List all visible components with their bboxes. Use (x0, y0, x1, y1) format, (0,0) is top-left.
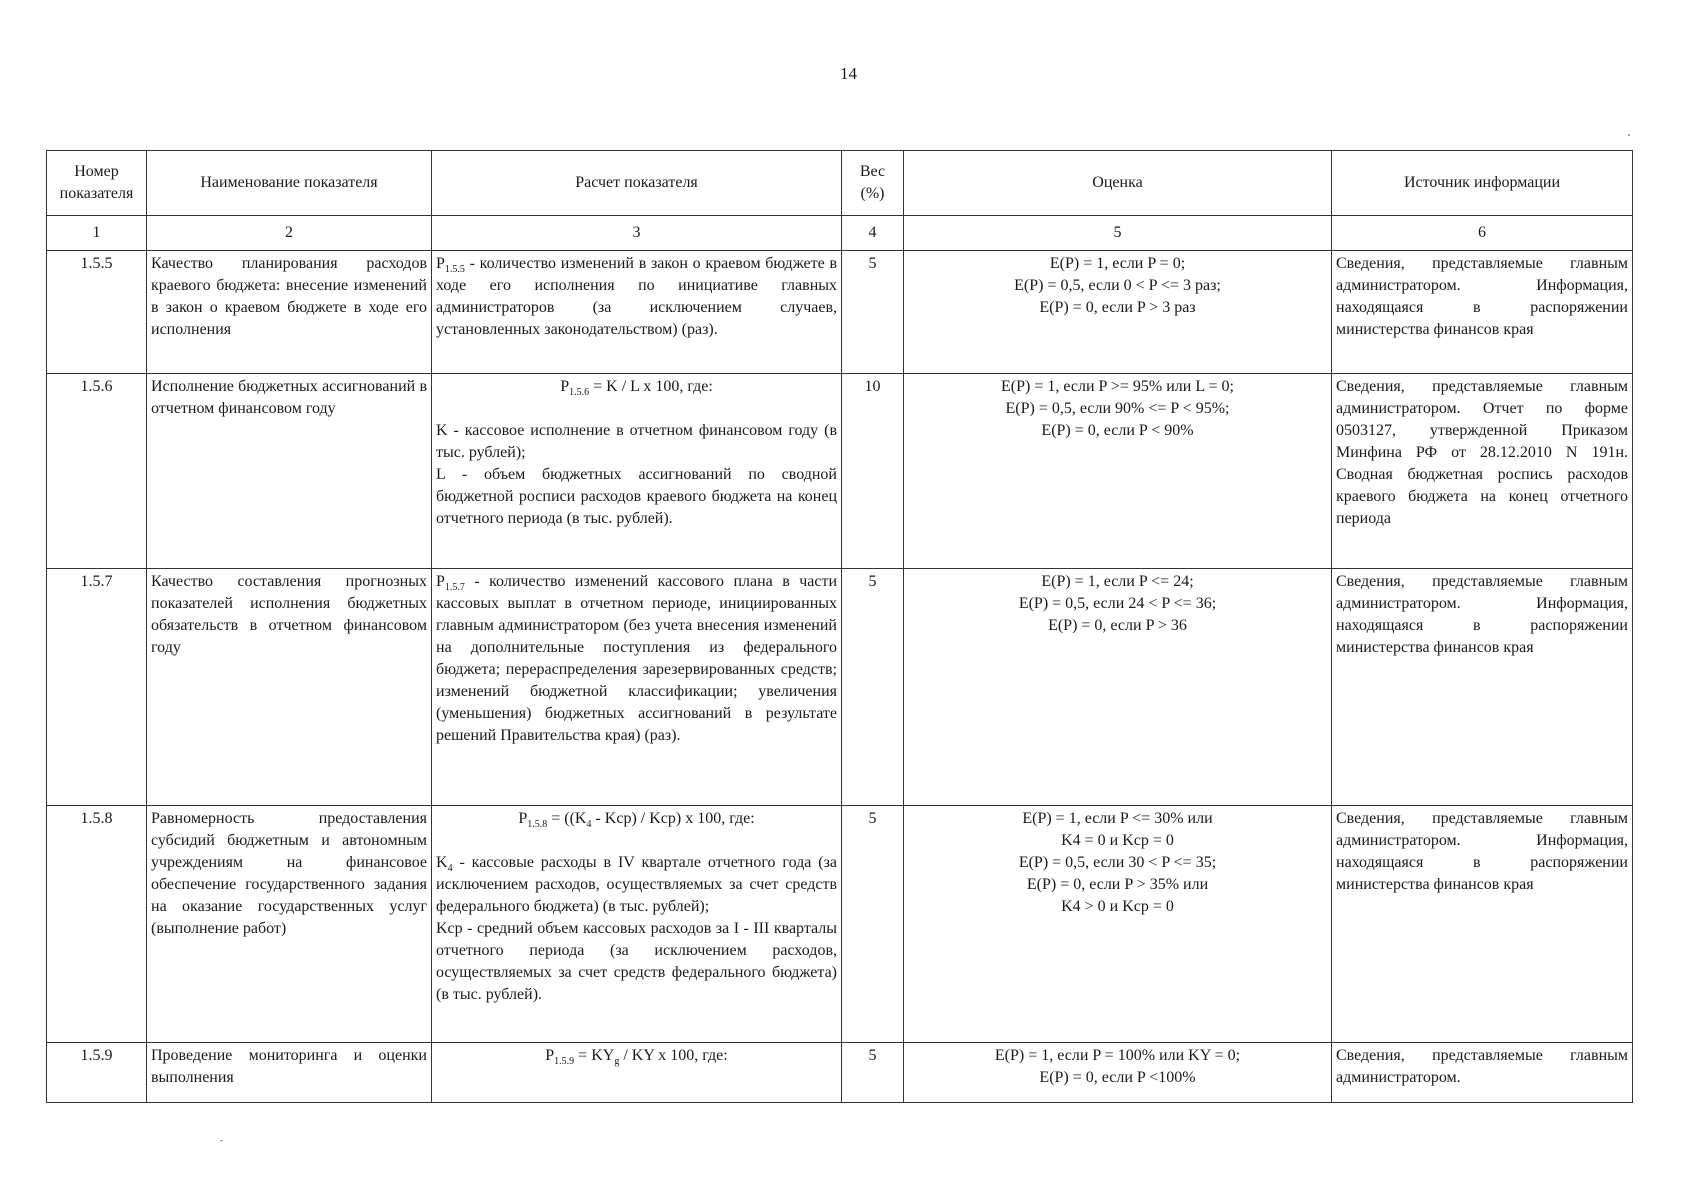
indicator-number: 1.5.8 (47, 806, 147, 1043)
indicator-evaluation (904, 1043, 1332, 1103)
indicator-calculation (432, 806, 842, 1043)
eval-line: E(P) = 1, если P <= 30% или (1022, 810, 1213, 827)
page-number: 14 (840, 64, 857, 83)
indicators-table (46, 150, 1633, 1103)
indicator-weight: 5 (842, 806, 904, 1043)
indicator-source: Сведения, представляемые главным администратором. Отчет по форме 0503127, утвержденной Приказом Минфина РФ от 28.12.2010 N 191н. Сводная бюджетная роспись расходов краевого бюджета на конец отчетного периода (1332, 374, 1633, 569)
indicator-name: Равномерность предоставления субсидий бюджетным и автономным учреждениям на финансовое обеспечение государственного задания на оказание государственных услуг (выполнение работ) (147, 806, 432, 1043)
column-number-row (47, 216, 1633, 251)
eval-line: E(P) = 0, если P > 36 (1048, 617, 1187, 634)
column-number: 3 (432, 216, 842, 251)
k4-symbol: K (436, 854, 448, 871)
eval-line: E(P) = 0, если P > 3 раз (1039, 299, 1196, 316)
table-row (47, 806, 1633, 1043)
indicator-number: 1.5.5 (47, 251, 147, 374)
eval-line: E(P) = 0,5, если 30 < P <= 35; (1018, 854, 1217, 871)
header-number-line1: Номер (74, 163, 119, 180)
formula-subscript: g (614, 1056, 620, 1068)
indicator-number: 1.5.9 (47, 1043, 147, 1103)
formula-subscript: 1.5.9 (554, 1056, 575, 1068)
indicator-source: Сведения, представляемые главным администратором. Информация, находящаяся в распоряжении министерства финансов края (1332, 806, 1633, 1043)
indicator-evaluation (904, 251, 1332, 374)
formula-rest: = K / L x 100, где: (589, 378, 713, 395)
indicator-name: Качество планирования расходов краевого бюджета: внесение изменений в закон о краевом бюджете в ходе его исполнения (147, 251, 432, 374)
indicator-calculation (432, 251, 842, 374)
column-number: 6 (1332, 216, 1633, 251)
header-calculation: Расчет показателя (432, 151, 842, 216)
column-number: 4 (842, 216, 904, 251)
indicator-name: Проведение мониторинга и оценки выполнения (147, 1043, 432, 1103)
table-row (47, 251, 1633, 374)
formula-p: P (436, 573, 445, 590)
eval-line: E(P) = 0,5, если 24 < P <= 36; (1018, 595, 1217, 612)
header-source: Источник информации (1332, 151, 1633, 216)
header-weight-line2: (%) (860, 185, 885, 202)
indicator-calculation (432, 1043, 842, 1103)
formula-subscript: 4 (586, 819, 592, 831)
k4-text: - кассовые расходы в IV квартале отчетного года (за исключением расходов, осуществляемых за счет средств федерального бюджета) (в тыс. рублей); (436, 854, 837, 915)
scan-speck (1628, 134, 1630, 136)
formula-subscript: 1.5.7 (444, 582, 465, 594)
table-row (47, 1043, 1633, 1103)
formula-rest: / KY x 100, где: (619, 1047, 728, 1064)
formula-p: P (545, 1047, 555, 1064)
indicator-source: Сведения, представляемые главным администратором. Информация, находящаяся в распоряжении министерства финансов края (1332, 251, 1633, 374)
indicator-weight: 10 (842, 374, 904, 569)
calc-formula (436, 808, 837, 830)
indicator-evaluation (904, 806, 1332, 1043)
formula-p: P (436, 255, 445, 272)
indicator-weight: 5 (842, 1043, 904, 1103)
calc-formula (436, 376, 837, 398)
indicator-number: 1.5.6 (47, 374, 147, 569)
eval-line: E(P) = 0,5, если 90% <= P < 95%; (1005, 400, 1230, 417)
indicator-evaluation (904, 569, 1332, 806)
eval-line: K4 = 0 и Kср = 0 (1061, 832, 1174, 849)
formula-rest: = ((K (547, 810, 587, 827)
calc-line: L - объем бюджетных ассигнований по сводной бюджетной росписи расходов краевого бюджета на конец отчетного периода (в тыс. рублей). (436, 466, 837, 527)
header-weight (842, 151, 904, 216)
eval-line: E(P) = 0, если P > 35% или (1026, 876, 1209, 893)
eval-line: E(P) = 1, если P = 100% или KY = 0; (994, 1047, 1241, 1064)
column-number: 5 (904, 216, 1332, 251)
formula-p: P (518, 810, 528, 827)
formula-subscript: 1.5.8 (527, 819, 548, 831)
eval-line: E(P) = 1, если P = 0; (1049, 255, 1186, 272)
header-weight-line1: Вес (859, 163, 886, 180)
table-header-row (47, 151, 1633, 216)
calc-line (436, 852, 837, 918)
calc-text: - количество изменений в закон о краевом бюджете в ходе его исполнения по инициативе главных администраторов (за исключением случаев, установленных законодательством) (раз). (436, 255, 837, 338)
table-row (47, 569, 1633, 806)
formula-subscript: 1.5.5 (444, 264, 465, 276)
table-row (47, 374, 1633, 569)
header-number-line2: показателя (59, 185, 134, 202)
indicator-weight: 5 (842, 569, 904, 806)
indicator-source: Сведения, представляемые главным администратором. (1332, 1043, 1633, 1103)
indicator-name: Исполнение бюджетных ассигнований в отчетном финансовом году (147, 374, 432, 569)
eval-line: E(P) = 0, если P < 90% (1041, 422, 1194, 439)
calc-formula (436, 1045, 837, 1067)
calc-line: Kср - средний объем кассовых расходов за I - III кварталы отчетного периода (за исключением расходов, осуществляемых за счет средств федерального бюджета) (в тыс. рублей). (436, 920, 837, 1003)
eval-line: E(P) = 1, если P >= 95% или L = 0; (1001, 378, 1234, 395)
calc-line: K - кассовое исполнение в отчетном финансовом году (в тыс. рублей); (436, 422, 837, 461)
header-evaluation: Оценка (904, 151, 1332, 216)
header-name: Наименование показателя (147, 151, 432, 216)
scan-speck (220, 1140, 223, 1141)
formula-rest: = KY (574, 1047, 615, 1064)
column-number: 2 (147, 216, 432, 251)
indicator-name: Качество составления прогнозных показателей исполнения бюджетных обязательств в отчетном финансовом году (147, 569, 432, 806)
column-number: 1 (47, 216, 147, 251)
formula-p: P (560, 378, 570, 395)
indicator-evaluation (904, 374, 1332, 569)
eval-line: E(P) = 0, если P <100% (1039, 1069, 1196, 1086)
indicator-source: Сведения, представляемые главным администратором. Информация, находящаяся в распоряжении министерства финансов края (1332, 569, 1633, 806)
header-number (47, 151, 147, 216)
formula-subscript: 1.5.6 (569, 387, 590, 399)
eval-line: E(P) = 0,5, если 0 < P <= 3 раз; (1014, 277, 1221, 294)
indicator-weight: 5 (842, 251, 904, 374)
formula-subscript: 4 (447, 863, 453, 875)
eval-line: K4 > 0 и Kср = 0 (1061, 898, 1174, 915)
formula-rest: - Kср) / Kср) x 100, где: (591, 810, 755, 827)
eval-line: E(P) = 1, если P <= 24; (1041, 573, 1194, 590)
indicator-calculation (432, 569, 842, 806)
indicator-number: 1.5.7 (47, 569, 147, 806)
indicator-calculation (432, 374, 842, 569)
calc-text: - количество изменений кассового плана в части кассовых выплат в отчетном периоде, инициированных главным администратором (без учета внесения изменений на дополнительные поступления из федерального бюджета; перераспределения зарезервированных средств; изменений бюджетной классификации; увеличения (уменьшения) бюджетных ассигнований в результате решений Правительства края) (раз). (436, 573, 837, 744)
